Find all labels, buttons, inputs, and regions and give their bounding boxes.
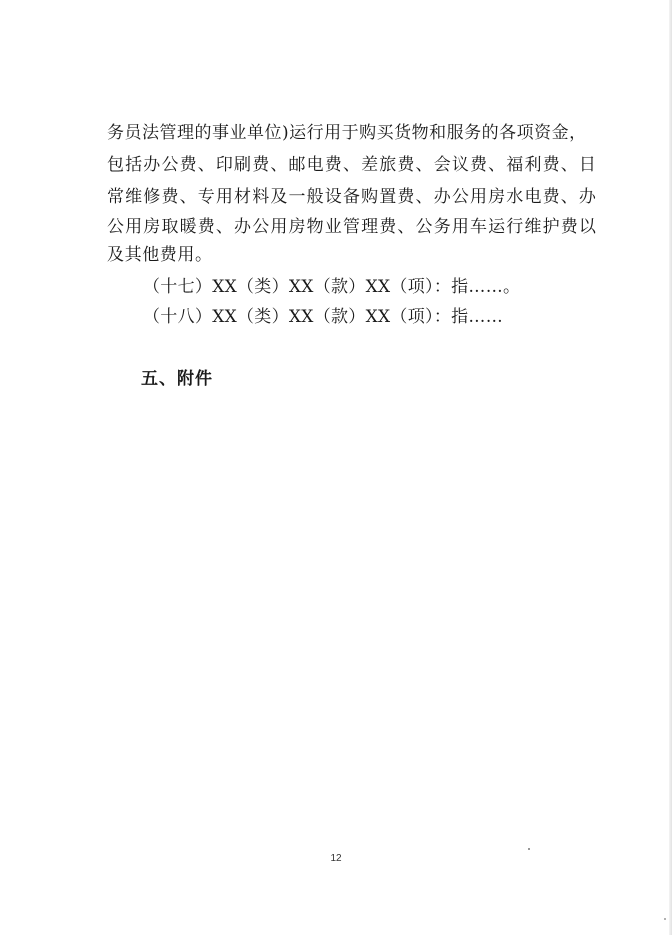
scan-speck-corner (664, 918, 666, 920)
page-number: 12 (330, 853, 342, 864)
list-item-17: （十七）XX（类）XX（款）XX（项）：指……。 (143, 277, 521, 297)
paragraph-line-5: 及其他费用。 (107, 245, 213, 265)
section-heading: 五、附件 (141, 369, 213, 389)
paragraph-line-3: 常维修费、专用材料及一般设备购置费、办公用房水电费、办 (107, 187, 598, 207)
scan-speck (528, 848, 530, 850)
paragraph-line-1: 务员法管理的事业单位)运行用于购买货物和服务的各项资金， (107, 123, 587, 143)
paragraph-line-4: 公用房取暖费、办公用房物业管理费、公务用车运行维护费以 (107, 217, 598, 237)
paragraph-line-2: 包括办公费、印刷费、邮电费、差旅费、会议费、福利费、日 (107, 155, 598, 175)
list-item-18: （十八）XX（类）XX（款）XX（项）：指…… (143, 307, 504, 327)
